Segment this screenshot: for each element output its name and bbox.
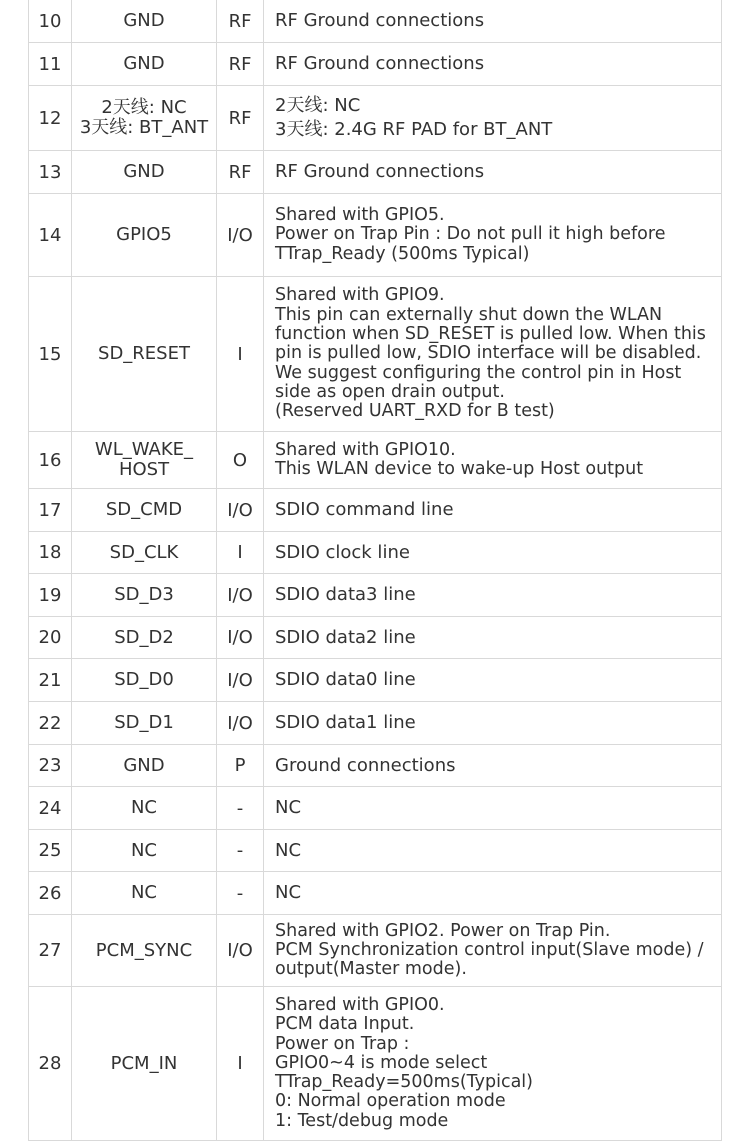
table-row [29,0,722,43]
pin-description-line: NC [275,797,302,818]
pin-description-line: SDIO data3 line [275,584,416,605]
pin-description-line: PCM data Input. [275,1014,415,1035]
pin-description-line: 1: Test/debug mode [275,1110,449,1131]
pin-description-cell [264,745,722,787]
pin-type-cell: I/O [217,194,264,277]
pin-description-line: Ground connections [275,754,456,776]
pin-name-line: SD_D0 [114,669,174,690]
pin-number-cell: 17 [29,489,72,532]
table-row [29,489,722,532]
pin-name-cell [72,872,217,915]
pin-description-cell [264,617,722,659]
pin-description-line: output(Master mode). [275,959,467,980]
pin-description-line: 0: Normal operation mode [275,1091,506,1112]
pin-description-line: Shared with GPIO5. [275,205,445,226]
pin-number-cell: 16 [29,432,72,489]
pin-description-line: NC [275,882,302,903]
table-row [29,194,722,277]
pin-description-cell [264,872,722,915]
pin-description-line: We suggest configuring the control pin in Host [275,362,682,383]
pin-name-line: 2天线: NC [101,97,187,118]
pin-name-cell [72,532,217,574]
pin-description-line: This pin can externally shut down the WLAN [275,304,663,325]
pin-name-cell [72,86,217,151]
pin-type-cell: - [217,872,264,915]
pin-name-line: SD_D3 [114,584,174,605]
pin-description-line: RF Ground connections [275,53,485,74]
table-row [29,787,722,830]
pin-description-cell [264,915,722,987]
pin-type-cell: P [217,745,264,787]
pin-description-line: Power on Trap : [275,1033,410,1054]
pin-description-cell [264,86,722,151]
pin-description-line: GPIO0~4 is mode select [275,1052,488,1073]
pin-type-cell: O [217,432,264,489]
pin-description-cell [264,787,722,830]
pin-description-cell [264,574,722,617]
pin-name-cell [72,915,217,987]
pin-name-line: NC [130,839,158,861]
pin-name-cell [72,489,217,532]
pin-number-cell: 27 [29,915,72,987]
pin-type-cell: I/O [217,915,264,987]
pin-description-line: Shared with GPIO10. [275,439,456,460]
pin-number-cell: 20 [29,617,72,659]
table-row [29,915,722,987]
pin-name-cell [72,617,217,659]
pin-name-line: NC [130,882,158,903]
pin-number-cell: 15 [29,277,72,432]
pin-type-cell: I [217,277,264,432]
pin-description-cell [264,0,722,43]
pin-name-line: NC [130,797,158,818]
pin-type-cell: I/O [217,659,264,702]
table-row [29,532,722,574]
pin-type-cell: RF [217,0,264,43]
pin-name-cell [72,151,217,194]
pin-description-line: Shared with GPIO9. [275,285,445,306]
pin-name-cell [72,0,217,43]
pin-number-cell: 28 [29,987,72,1141]
pin-table [28,0,722,1141]
pin-description-line: SDIO command line [275,499,454,520]
pin-table-body [29,0,722,1141]
pin-name-line: GND [123,161,165,182]
table-row [29,151,722,194]
pin-name-line: HOST [118,459,170,480]
pin-type-cell: I/O [217,617,264,659]
pin-type-cell: RF [217,86,264,151]
pin-description-cell [264,194,722,277]
table-row [29,702,722,745]
pin-name-line: SD_D1 [114,712,174,733]
table-row [29,277,722,432]
pin-description-line: RF Ground connections [275,10,485,31]
pin-description-line: function when SD_RESET is pulled low. When this [275,324,706,345]
pin-name-line: SD_CLK [109,541,179,563]
pin-type-cell: - [217,830,264,872]
pin-description-cell [264,532,722,574]
pin-description-line: 2天线: NC [275,95,361,116]
pin-description-line: Power on Trap Pin : Do not pull it high before [275,224,666,245]
pin-name-line: PCM_SYNC [95,939,193,961]
pin-name-cell [72,574,217,617]
pin-name-cell [72,702,217,745]
pin-description-cell [264,489,722,532]
table-row [29,432,722,489]
pin-description-line: TTrap_Ready (500ms Typical) [275,243,530,264]
pin-number-cell: 14 [29,194,72,277]
pin-name-line: GND [123,53,165,74]
pin-description-cell [264,277,722,432]
pin-number-cell: 10 [29,0,72,43]
table-row [29,987,722,1141]
pin-name-line: SD_CMD [105,499,183,520]
pin-description-line: SDIO clock line [275,541,410,563]
pin-name-cell [72,43,217,86]
pin-name-cell [72,987,217,1141]
table-row [29,872,722,915]
table-row [29,43,722,86]
pin-type-cell: I/O [217,574,264,617]
pin-description-line: RF Ground connections [275,161,485,182]
pin-type-cell: I [217,987,264,1141]
pin-name-cell [72,830,217,872]
pin-number-cell: 25 [29,830,72,872]
pin-description-line: pin is pulled low, SDIO interface will be disabled. [275,343,702,364]
pin-type-cell: RF [217,43,264,86]
pin-number-cell: 22 [29,702,72,745]
pin-description-line: side as open drain output. [275,381,505,402]
pin-description-cell [264,702,722,745]
pin-number-cell: 11 [29,43,72,86]
pin-description-line: SDIO data2 line [275,626,416,648]
pin-name-line: 3天线: BT_ANT [79,117,209,138]
pin-name-line: GND [123,10,165,31]
pin-description-cell [264,659,722,702]
pin-description-line: This WLAN device to wake-up Host output [275,459,644,479]
pin-description-line: SDIO data0 line [275,669,416,690]
table-row [29,659,722,702]
pin-number-cell: 23 [29,745,72,787]
pin-number-cell: 12 [29,86,72,151]
pin-description-cell [264,830,722,872]
table-row [29,830,722,872]
pin-name-line: SD_RESET [98,343,190,364]
pin-name-line: GND [123,754,165,776]
pin-description-line: PCM Synchronization control input(Slave mode) / [275,939,704,960]
pin-type-cell: I [217,532,264,574]
pin-name-cell [72,432,217,489]
pin-name-cell [72,659,217,702]
pin-description-cell [264,151,722,194]
table-row [29,745,722,787]
pin-description-cell [264,432,722,489]
pin-name-cell [72,277,217,432]
table-row [29,617,722,659]
pin-description-line: SDIO data1 line [275,712,416,733]
table-row [29,574,722,617]
pin-number-cell: 18 [29,532,72,574]
pin-name-line: SD_D2 [114,626,174,648]
pin-name-line: PCM_IN [110,1052,178,1074]
pin-name-cell [72,787,217,830]
pin-name-cell [72,194,217,277]
pin-type-cell: I/O [217,489,264,532]
pin-type-cell: I/O [217,702,264,745]
pin-name-line: WL_WAKE_ [94,439,194,460]
pin-number-cell: 26 [29,872,72,915]
pin-number-cell: 13 [29,151,72,194]
pin-type-cell: - [217,787,264,830]
pin-description-cell [264,43,722,86]
pin-number-cell: 24 [29,787,72,830]
pin-description-line: NC [275,839,302,861]
pin-description-line: Shared with GPIO0. [275,994,445,1015]
pin-description-line: 3天线: 2.4G RF PAD for BT_ANT [275,119,553,140]
pin-description-line: (Reserved UART_RXD for B test) [275,401,555,422]
pin-description-cell [264,987,722,1141]
pin-description-line: Shared with GPIO2. Power on Trap Pin. [275,920,611,941]
pin-description-line: TTrap_Ready=500ms(Typical) [275,1072,533,1093]
pin-name-cell [72,745,217,787]
pin-number-cell: 19 [29,574,72,617]
pin-number-cell: 21 [29,659,72,702]
table-row [29,86,722,151]
pin-name-line: GPIO5 [116,224,172,245]
pin-type-cell: RF [217,151,264,194]
